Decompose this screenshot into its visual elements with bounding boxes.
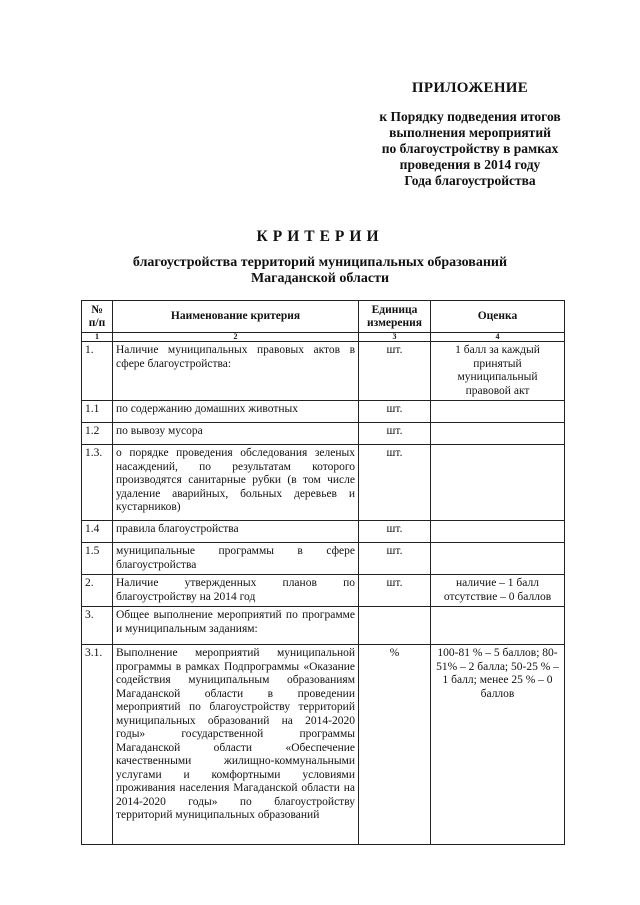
row-score <box>431 543 565 575</box>
table-row <box>82 423 565 445</box>
subtitle-line: Магаданской области <box>250 271 390 286</box>
row-num: 1.5 <box>82 543 113 575</box>
table-row <box>82 543 565 575</box>
table-header-row <box>82 301 565 333</box>
row-score: наличие – 1 балл отсутствие – 0 баллов <box>431 575 565 607</box>
column-number-row <box>82 333 565 342</box>
appendix-heading: ПРИЛОЖЕНИЕ <box>411 80 529 96</box>
row-unit: % <box>359 645 431 845</box>
row-name: по вывозу мусора <box>113 423 359 445</box>
row-score: 100-81 % – 5 баллов; 80-51% – 2 балла; 50-25 % – 1 балл; менее 25 % – 0 баллов <box>431 645 565 845</box>
table-row <box>82 607 565 645</box>
row-name: Наличие муниципальных правовых актов в сфере благоустройства: <box>113 342 359 401</box>
row-score <box>431 607 565 645</box>
appendix-line: по благоустройству в рамках <box>381 141 559 156</box>
row-score <box>431 521 565 543</box>
criteria-table <box>81 300 565 845</box>
header-num: № п/п <box>82 301 113 333</box>
row-num: 1.4 <box>82 521 113 543</box>
appendix-block <box>355 80 585 189</box>
appendix-line: к Порядку подведения итогов <box>379 109 561 124</box>
column-number: 2 <box>113 333 359 342</box>
row-score <box>431 445 565 521</box>
row-unit <box>359 607 431 645</box>
table-row <box>82 645 565 845</box>
row-num: 1.1 <box>82 401 113 423</box>
column-number: 4 <box>431 333 565 342</box>
table-row <box>82 521 565 543</box>
row-unit: шт. <box>359 423 431 445</box>
row-unit: шт. <box>359 543 431 575</box>
subtitle-line: благоустройства территорий муниципальных образований <box>132 255 508 270</box>
row-name: Выполнение мероприятий муниципальной программы в рамках Подпрограммы «Оказание содействия муниципальным образованиям Магаданской области в проведении мероприятий по благоустройству территорий муниципальных образований на 2014-2020 годы» государственной программы Магаданской области «Обеспечение качественными жилищно-коммунальными услугами и комфортными условиями проживания населения Магаданской области на 2014-2020 годы» по благоустройству территорий муниципальных образований <box>113 645 359 845</box>
row-num: 3.1. <box>82 645 113 845</box>
row-unit: шт. <box>359 445 431 521</box>
header-name: Наименование критерия <box>113 301 359 333</box>
row-num: 2. <box>82 575 113 607</box>
column-number: 3 <box>359 333 431 342</box>
row-unit: шт. <box>359 575 431 607</box>
header-unit: Единица измерения <box>359 301 431 333</box>
appendix-line: выполнения мероприятий <box>389 125 551 140</box>
row-unit: шт. <box>359 342 431 401</box>
row-score <box>431 423 565 445</box>
table-row <box>82 401 565 423</box>
appendix-line: Года благоустройства <box>404 173 536 188</box>
row-name: по содержанию домашних животных <box>113 401 359 423</box>
appendix-line: проведения в 2014 году <box>399 157 541 172</box>
row-score: 1 балл за каждый принятый муниципальный правовой акт <box>431 342 565 401</box>
table-row <box>82 342 565 401</box>
row-unit: шт. <box>359 401 431 423</box>
table-row <box>82 575 565 607</box>
document-subtitle <box>0 255 640 287</box>
row-num: 1. <box>82 342 113 401</box>
row-num: 3. <box>82 607 113 645</box>
row-num: 1.2 <box>82 423 113 445</box>
header-score: Оценка <box>431 301 565 333</box>
row-name: правила благоустройства <box>113 521 359 543</box>
row-name: Общее выполнение мероприятий по программе и муниципальным заданиям: <box>113 607 359 645</box>
table-row <box>82 445 565 521</box>
row-name: муниципальные программы в сфере благоустройства <box>113 543 359 575</box>
document-title: КРИТЕРИИ <box>256 228 384 245</box>
row-score <box>431 401 565 423</box>
row-name: Наличие утвержденных планов по благоустройству на 2014 год <box>113 575 359 607</box>
row-name: о порядке проведения обследования зеленых насаждений, по результатам которого производятся санитарные рубки (в том числе удаление аварийных, больных деревьев и кустарников) <box>113 445 359 521</box>
column-number: 1 <box>82 333 113 342</box>
row-unit: шт. <box>359 521 431 543</box>
row-num: 1.3. <box>82 445 113 521</box>
